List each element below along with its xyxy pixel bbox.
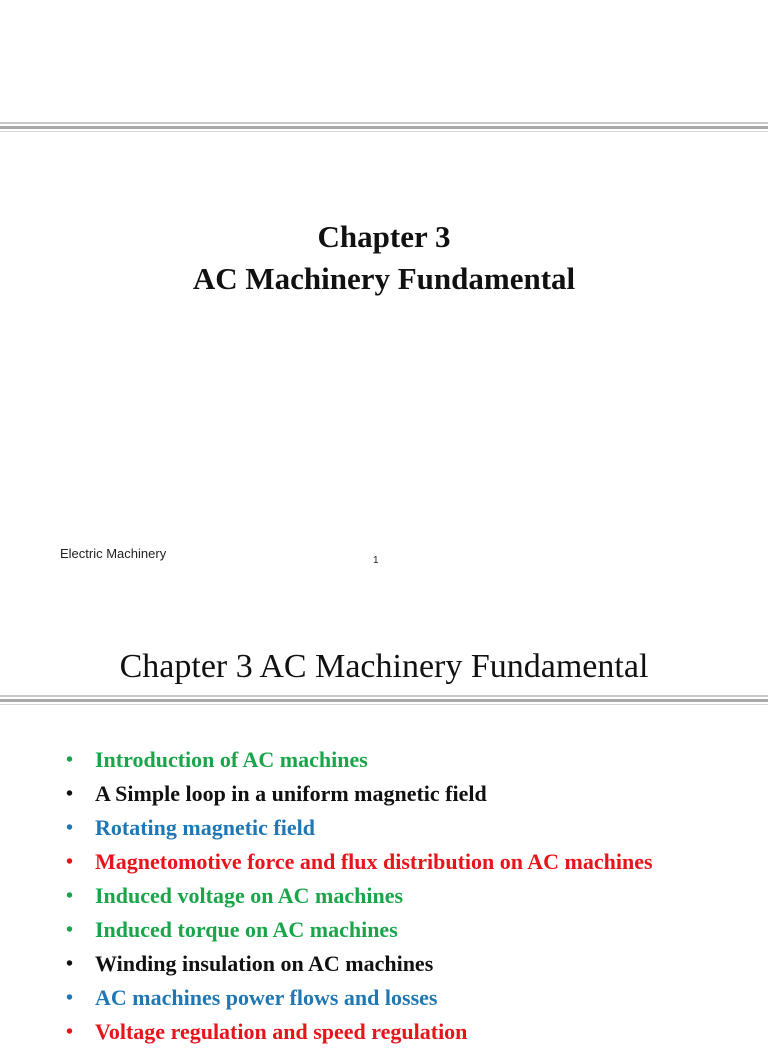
list-item [66, 981, 653, 1015]
list-item [66, 879, 653, 913]
title-line-chapter: Chapter 3 [317, 219, 451, 254]
page-number: 1 [373, 555, 379, 566]
bullet-icon: • [66, 1021, 74, 1043]
bullet-icon: • [66, 749, 74, 771]
topic-list [66, 743, 653, 1049]
list-item [66, 743, 653, 777]
list-item-text: Magnetomotive force and flux distribution on AC machines [95, 849, 653, 874]
bullet-icon: • [66, 953, 74, 975]
list-item [66, 811, 653, 845]
bullet-icon: • [66, 817, 74, 839]
bullet-icon: • [66, 885, 74, 907]
list-item-text: Introduction of AC machines [95, 747, 368, 772]
list-item-text: Rotating magnetic field [95, 815, 315, 840]
footer-label: Electric Machinery [60, 546, 167, 561]
list-item [66, 1015, 653, 1049]
bullet-icon: • [66, 987, 74, 1009]
bullet-icon: • [66, 919, 74, 941]
list-item-text: AC machines power flows and losses [95, 985, 438, 1010]
bullet-icon: • [66, 851, 74, 873]
title-line-subject: AC Machinery Fundamental [192, 261, 576, 296]
list-item [66, 777, 653, 811]
list-item-text: Winding insulation on AC machines [95, 951, 434, 976]
list-item [66, 947, 653, 981]
list-item-text: Induced voltage on AC machines [95, 883, 404, 908]
slide-title [0, 216, 768, 300]
bullet-icon: • [66, 783, 74, 805]
list-item [66, 845, 653, 879]
list-item-text: Voltage regulation and speed regulation [95, 1019, 468, 1044]
slide-2 [0, 605, 768, 1044]
list-item [66, 913, 653, 947]
header-rule [0, 695, 768, 705]
header-rule [0, 122, 768, 132]
slide-title: Chapter 3 AC Machinery Fundamental [119, 648, 649, 685]
list-item-text: A Simple loop in a uniform magnetic field [95, 781, 487, 806]
list-item-text: Induced torque on AC machines [95, 917, 398, 942]
